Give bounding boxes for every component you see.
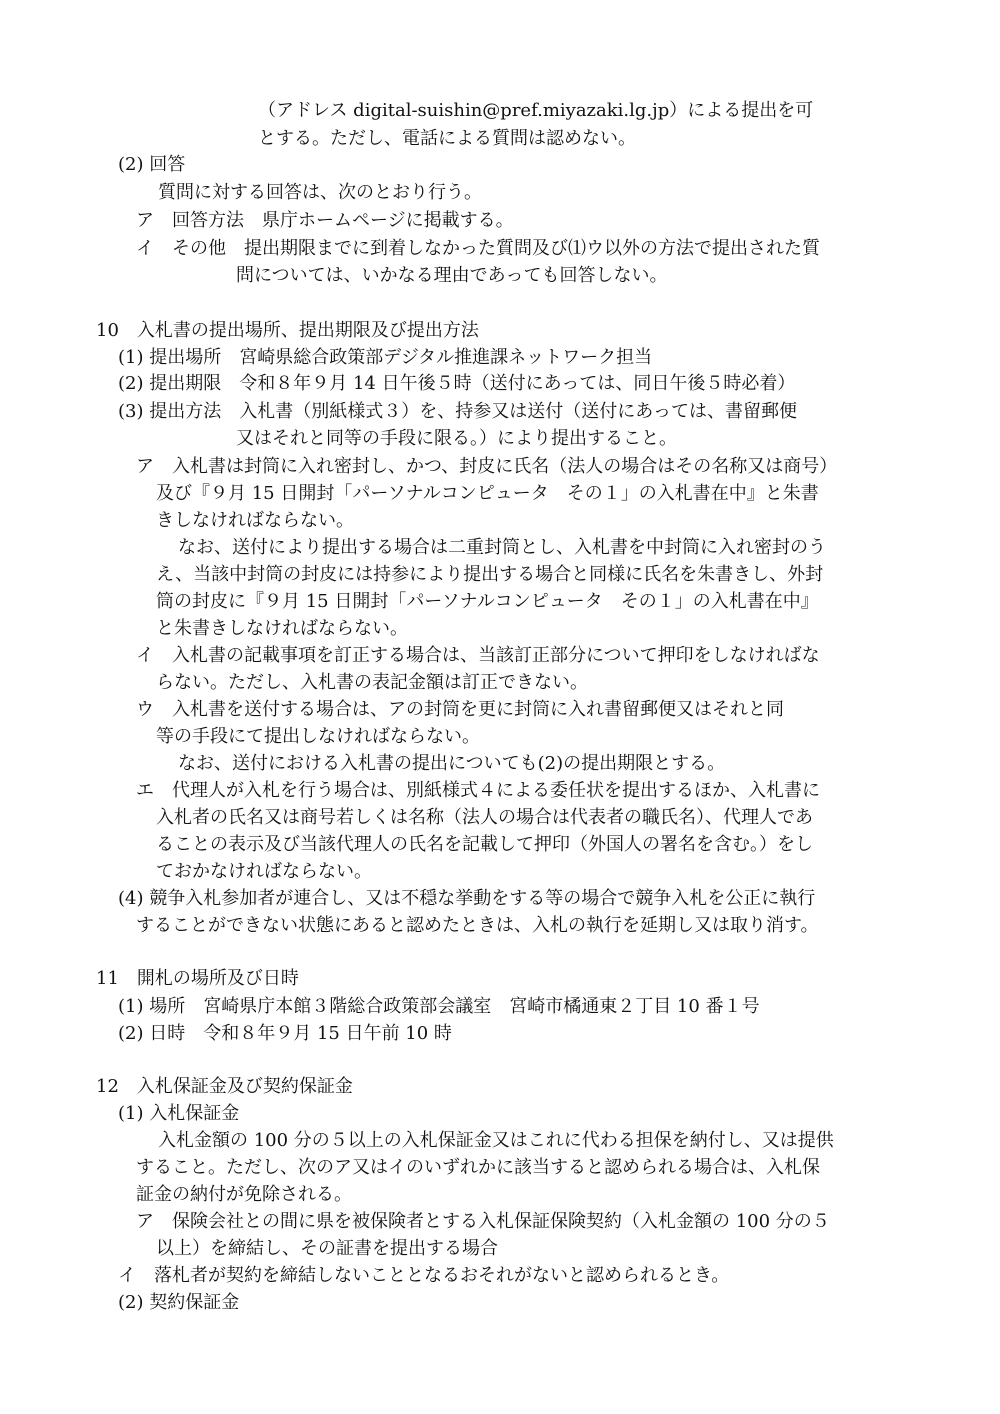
text-line-12: 又はそれと同等の手段に限る。）により提出すること。	[236, 428, 677, 449]
text-line-23: 等の手段にて提出しなければならない。	[156, 726, 480, 747]
text-line-28: ておかなければならない。	[156, 861, 372, 882]
text-line-1: （アドレス digital-suishin@pref.miyazaki.lg.jp）による提出を可	[258, 100, 814, 121]
text-line-2: とする。ただし、電話による質問は認めない。	[258, 128, 636, 149]
text-line-17: え、当該中封筒の封皮には持参により提出する場合と同様に氏名を朱書きし、外封	[156, 564, 824, 585]
text-line-16: なお、送付により提出する場合は二重封筒とし、入札書を中封筒に入れ密封のう	[178, 537, 826, 558]
section-heading-12: 12 入札保証金及び契約保証金	[96, 1076, 353, 1097]
text-line-30: することができない状態にあると認めたときは、入札の執行を延期し又は取り消す。	[136, 915, 819, 936]
section-heading-11: 11 開札の場所及び日時	[96, 968, 299, 989]
text-line-21: らない。ただし、入札書の表記金額は訂正できない。	[156, 672, 588, 693]
text-line-39: ア 保険会社との間に県を被保険者とする入札保証保険契約（入札金額の 100 分の５	[136, 1211, 830, 1232]
text-line-13: ア 入札書は封筒に入れ密封し、かつ、封皮に氏名（法人の場合はその名称又は商号）	[136, 456, 838, 477]
text-line-14: 及び『９月 15 日開封「パーソナルコンピュータ その１」の入札書在中』と朱書	[156, 483, 819, 504]
text-line-19: と朱書きしなければならない。	[156, 618, 408, 639]
text-line-26: 入札者の氏名又は商号若しくは名称（法人の場合は代表者の職氏名）、代理人であ	[156, 807, 813, 828]
text-line-42: (2) 契約保証金	[118, 1292, 240, 1313]
text-line-7: 問については、いかなる理由であっても回答しない。	[236, 265, 668, 286]
text-line-27: ることの表示及び当該代理人の氏名を記載して押印（外国人の署名を含む。）をし	[156, 834, 813, 855]
text-line-5: ア 回答方法 県庁ホームページに掲載する。	[136, 210, 514, 231]
text-line-37: すること。ただし、次のア又はイのいずれかに該当すると認められる場合は、入札保	[136, 1157, 820, 1178]
text-line-24: なお、送付における入札書の提出についても(2)の提出期限とする。	[178, 753, 726, 774]
text-line-32: (1) 場所 宮崎県庁本館３階総合政策部会議室 宮崎市橘通東２丁目 10 番１号	[118, 996, 760, 1017]
text-line-4: 質問に対する回答は、次のとおり行う。	[158, 182, 482, 203]
text-line-18: 筒の封皮に『９月 15 日開封「パーソナルコンピュータ その１」の入札書在中』	[156, 591, 819, 612]
text-line-35: (1) 入札保証金	[118, 1103, 240, 1124]
text-line-11: (3) 提出方法 入札書（別紙様式３）を、持参又は送付（送付にあっては、書留郵便	[118, 401, 798, 422]
text-line-3: (2) 回答	[118, 154, 186, 175]
text-line-15: きしなければならない。	[156, 510, 354, 531]
text-line-10: (2) 提出期限 令和８年９月 14 日午後５時（送付にあっては、同日午後５時必着）	[118, 373, 796, 394]
text-line-40: 以上）を締結し、その証書を提出する場合	[156, 1238, 498, 1259]
text-line-6: イ その他 提出期限までに到着しなかった質問及び⑴ウ以外の方法で提出された質	[136, 238, 820, 259]
text-line-38: 証金の納付が免除される。	[136, 1184, 352, 1205]
text-line-22: ウ 入札書を送付する場合は、アの封筒を更に封筒に入れ書留郵便又はそれと同	[136, 699, 784, 720]
text-line-29: (4) 競争入札参加者が連合し、又は不穏な挙動をする等の場合で競争入札を公正に執行	[118, 888, 816, 909]
text-line-9: (1) 提出場所 宮崎県総合政策部デジタル推進課ネットワーク担当	[118, 347, 653, 368]
text-line-41: イ 落札者が契約を締結しないこととなるおそれがないと認められるとき。	[118, 1265, 730, 1286]
text-line-36: 入札金額の 100 分の５以上の入札保証金又はこれに代わる担保を納付し、又は提供	[158, 1130, 834, 1151]
text-line-25: エ 代理人が入札を行う場合は、別紙様式４による委任状を提出するほか、入札書に	[136, 780, 820, 801]
text-line-33: (2) 日時 令和８年９月 15 日午前 10 時	[118, 1023, 452, 1044]
text-line-20: イ 入札書の記載事項を訂正する場合は、当該訂正部分について押印をしなければな	[136, 645, 820, 666]
section-heading-10: 10 入札書の提出場所、提出期限及び提出方法	[96, 320, 479, 341]
